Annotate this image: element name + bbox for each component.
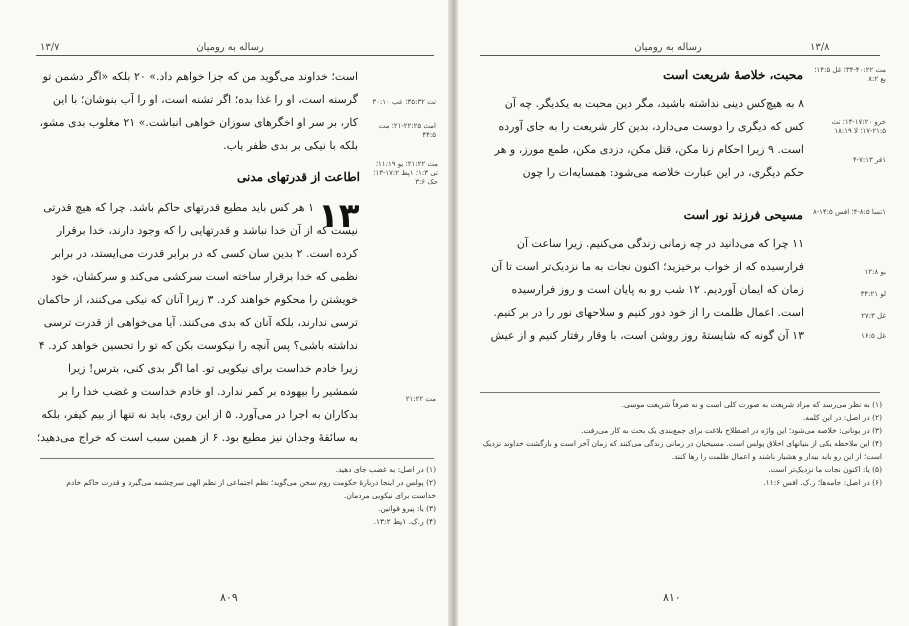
right-page-number: ۸۱۰ [663,591,681,604]
right-header-ref: ۱۳/۸ [810,42,830,53]
right-margin-ref-8: غل ۵‏:۱۶ [861,332,886,340]
right-section2-paragraph [488,232,804,348]
left-footnotes [40,463,436,573]
left-header-rule [36,55,434,56]
left-margin-ref-1: تث ۳۲‏:۳۵؛ عب ۱۰‏:۳۰ [372,98,436,106]
left-header-ref: ۱۳/۷ [40,42,60,53]
footnote: (۴) این ملاحظه یکی از بنیانهای اخلاق پولس است. مسیحیان در زمانی زندگی می‌کنند که زمان آخر است و بازگشت خداوند نزدیک است؛ از این رو باید بیدار و هشیار باشند و اعمال ظلمت را رها کنند. [482,439,882,461]
left-margin-ref-2: امث ۲۵‏:۲۱-۲۲؛ مت ۵‏:۴۴ [378,122,436,139]
left-intro-text: است؛ خداوند می‌گوید من که جزا خواهم داد.» ۲۰ بلکه «اگر دشمن تو گرسنه است، او را غذا بده؛ اگر تشنه است، او را آب بنوشان؛ با این کار، بر سر او اخگرهای سوزان خواهی انباشت.» ۲۱ مغلوب بدی مشو، بلکه با نیکی بر بدی ظفر یاب. [39,70,358,152]
footnote: (۱) به نظر می‌رسد که مراد شریعت به صورت کلی است و نه صرفاً شریعت موسی. [621,400,882,409]
footnote: (۴) ر.ک. ۱پط ۲‏:۱۳. [373,517,436,526]
footnote: (۲) در اصل: در این کلمه. [802,413,882,422]
right-margin-ref-7: غل ۳‏:۲۷ [861,312,886,320]
right-margin-ref-6: لو ۲۱‏:۳۴ [860,290,886,298]
right-margin-ref-5: یو ۸‏:۱۲ [864,268,886,276]
left-intro-paragraph [36,65,358,155]
right-section2-text: ۱۱ چرا که می‌دانید در چه زمانی زندگی می‌کنیم. زیرا ساعت آن فرارسیده که از خواب برخیزید؛ اکنون نجات به ما نزدیک‌تر است تا آن زمان که ایمان آوردیم. ۱۲ شب رو به پایان است و روز فرارسیده است. اعمال ظلمت را از خود دور کنیم و سلاحهای نور را در بر کنیم. ۱۳ آن گونه که شایستهٔ روز روشن است، با وقار رفتار کنیم و از عیش [490,237,804,342]
left-section-paragraph [36,196,358,446]
left-margin-ref-4: مت ۲۲‏:۲۱ [405,395,436,403]
right-margin-ref-2: خرو ۲۰‏:۱۳-۱۷؛ تث ۵‏:۱۷-۲۱؛ لا ۱۹‏:۱۸ [831,118,886,135]
footnote: (۳) در یونانی: خلاصه می‌شود؛ این واژه در اصطلاح بلاغت برای جمع‌بندی یک بحث به کار می‌رفت. [581,426,882,435]
right-margin-ref-4: ۱تسا ۵‏:۴-۸؛ افس ۵‏:۸-۱۴ [812,208,886,216]
footnote: (۵) یا: اکنون نجات ما نزدیک‌تر است. [768,465,882,474]
footnote: (۲) پولس در اینجا دربارهٔ حکومت روم سخن می‌گوید؛ نظم اجتماعی از نظم الهی سرچشمه می‌گیرد و قدرت حاکم خادم خداست برای نیکویی مردمان. [66,478,436,500]
right-margin-ref-3: ۱قر ۱۳‏:۴-۷ [853,156,886,164]
right-section1-paragraph [488,92,804,190]
left-footnote-rule [40,458,434,459]
chapter-number: ۱۳ [318,196,360,236]
right-header-title: رساله به رومیان [634,42,702,53]
footnote: (۱) در اصل: به غضب جای دهید. [335,465,436,474]
left-margin-ref-3: مت ۲۲‏:۲۱؛ یو ۱۹‏:۱۱؛ تی ۳‏:۱؛ ۱پط ۲‏:۱۳-۱۷؛ حک ۶‏:۳ [373,160,438,186]
left-section-heading: اطاعت از قدرتهای مدنی [237,170,360,184]
footnote: (۳) یا: پیرو قوانین. [377,504,436,513]
left-section-text: ۱ هر کس باید مطیع قدرتهای حاکم باشد. چرا که هیچ قدرتی نیست که از آن خدا نباشد و قدرتهایی را که وجود دارند، خدا برقرار کرده است. ۲ بدین سان کسی که در برابر قدرت می‌ایستد، در برابر نظمی که خدا برقرار ساخته است سرکشی می‌کند و سرکشان، خود خویشتن را محکوم خواهند کرد. ۳ زیرا آنان که نیکی می‌کنند، از حاکمان ترسی ندارند، بلکه آنان که بدی می‌کنند. آیا می‌خواهی از قدرت ترسی نداشته باشی؟ پس آنچه را نیکوست بکن که تو را تحسین خواهد کرد. ۴ زیرا خادم خداست برای نیکویی تو. اما اگر بدی کنی، بترس! زیرا شمشیر را بیهوده بر کمر ندارد. او خادم خداست و غضب خدا را بر بدکاران به اجرا در می‌آورد. ۵ از این روی، باید نه تنها از بیم کیفر، بلکه به سائقهٔ وجدان نیز مطیع بود. ۶ از همین سبب است که خراج می‌دهید؛ [36,201,358,444]
right-footnote-rule [480,392,880,393]
left-header-title: رساله به رومیان [196,42,264,53]
left-page [0,0,452,626]
right-section1-heading: محبت، خلاصهٔ شریعت است [663,68,803,82]
right-section2-heading: مسیحی فرزند نور است [683,208,803,222]
footnote: (۶) در اصل: جامه‌ها؛ ر.ک. افس ۶‏:۱۱. [763,478,882,487]
right-footnotes [480,398,882,578]
right-margin-ref-1: مت ۲۲‏:۳۴-۴۰؛ غل ۵‏:۱۴؛ یع ۲‏:۸ [814,66,886,83]
right-page [458,0,909,626]
left-page-number: ۸۰۹ [220,591,238,604]
right-section1-text: ۸ به هیچ‌کس دینی نداشته باشید، مگر دین محبت به یکدیگر. چه آن کس که دیگری را دوست می‌دارد، بدین کار شریعت را به جای آورده است. ۹ زیرا احکام زنا مکن، قتل مکن، دزدی مکن، طمع مورز، و هر حکم دیگری، در این عبارت خلاصه می‌شود: همسایه‌ات را چون [494,97,804,179]
right-header-rule [480,55,880,56]
